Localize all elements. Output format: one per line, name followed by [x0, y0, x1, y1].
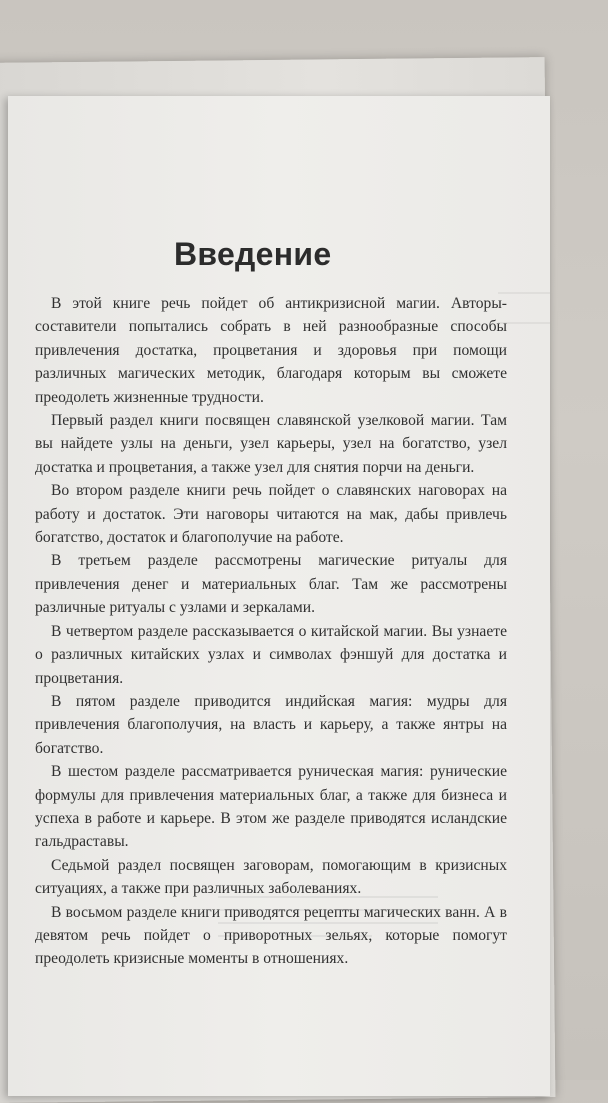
body-text: [35, 292, 507, 971]
paragraph: В третьем разделе рассмотрены магические ритуалы для привлечения денег и материальных благ. Там же рассмотрены различные ритуалы с узлами и зеркалами.: [35, 552, 507, 617]
paragraph: Седьмой раздел посвящен заговорам, помогающим в кризисных ситуациях, а также при различных заболеваниях.: [35, 856, 507, 898]
paragraph: В восьмом разделе книги приводятся рецепты магических ванн. А в девятом речь пойдет о приворотных зельях, которые помогут преодолеть кризисные моменты в отношениях.: [35, 903, 507, 968]
paragraph: В четвертом разделе рассказывается о китайской магии. Вы узнаете о различных китайских узлах и символах фэншуй для достатка и процветания.: [35, 622, 507, 687]
page-title: Введение: [174, 236, 332, 272]
paragraph: В пятом разделе приводится индийская магия: мудры для привлечения благополучия, на власть и карьеру, а также янтры на богатство.: [35, 692, 507, 757]
paragraph: В этой книге речь пойдет об антикризисной магии. Авторы-составители попытались собрать в ней разнообразные способы привлечения достатка, процветания и здоровья при помощи различных магических методик, благодаря которым вы сможете преодолеть жизненные трудности.: [35, 295, 507, 406]
paragraph: Во втором разделе книги речь пойдет о славянских наговорах на работу и достаток. Эти наговоры читаются на мак, дабы привлечь богатство, достаток и благополучие на работе.: [35, 482, 507, 547]
book-page: [8, 96, 550, 1096]
paragraph: Первый раздел книги посвящен славянской узелковой магии. Там вы найдете узлы на деньги, узел карьеры, узел на богатство, узел достатка и процветания, а также узел для снятия порчи на деньги.: [35, 412, 507, 476]
show-through-text: [218, 896, 438, 948]
paragraph: В шестом разделе рассматривается руническая магия: рунические формулы для привлечения материальных благ, а также для бизнеса и успеха в работе и карьере. В этом же разделе приводятся исландские гальдраставы.: [35, 763, 507, 851]
